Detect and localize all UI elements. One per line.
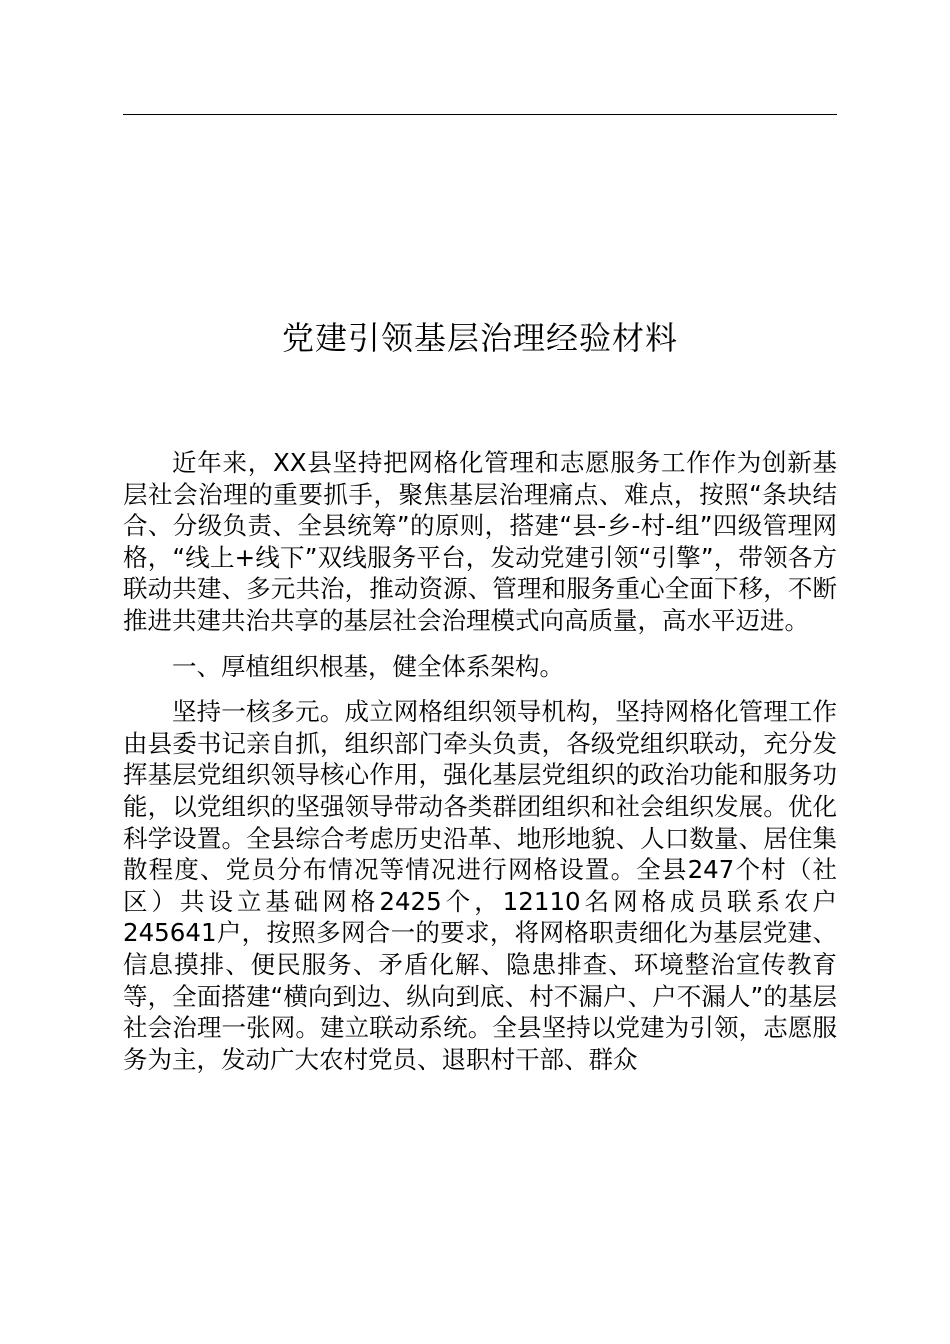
paragraph-intro: 近年来，XX县坚持把网格化管理和志愿服务工作作为创新基层社会治理的重要抓手，聚焦基层治理痛点、难点，按照“条块结合、分级负责、全县统筹”的原则，搭建“县-乡-村-组”四级管理网格，“线上+线下”双线服务平台，发动党建引领“引擎”，带领各方联动共建、多元共治，推动资源、管理和服务重心全面下移，不断推进共建共治共享的基层社会治理模式向高质量，高水平迈进。 xyxy=(123,448,837,635)
paragraph-section-1: 坚持一核多元。成立网格组织领导机构，坚持网格化管理工作由县委书记亲自抓，组织部门牵头负责，各级党组织联动，充分发挥基层党组织领导核心作用，强化基层党组织的政治功能和服务功能，以党组织的坚强领导带动各类群团组织和社会组织发展。优化科学设置。全县综合考虑历史沿革、地形地貌、人口数量、居住集散程度、党员分布情况等情况进行网格设置。全县247个村（社区）共设立基础网格2425个，12110名网格成员联系农户245641户，按照多网合一的要求，将网格职责细化为基层党建、信息摸排、便民服务、矛盾化解、隐患排查、环境整治宣传教育等，全面搭建“横向到边、纵向到底、村不漏户、户不漏人”的基层社会治理一张网。建立联动系统。全县坚持以党建为引领，志愿服务为主，发动广大农村党员、退职村干部、群众 xyxy=(123,697,837,1074)
section-heading-1: 一、厚植组织根基，健全体系架构。 xyxy=(172,651,564,681)
header-rule xyxy=(123,114,837,115)
document-body xyxy=(123,447,837,1089)
document-title: 党建引领基层治理经验材料 xyxy=(281,319,678,357)
